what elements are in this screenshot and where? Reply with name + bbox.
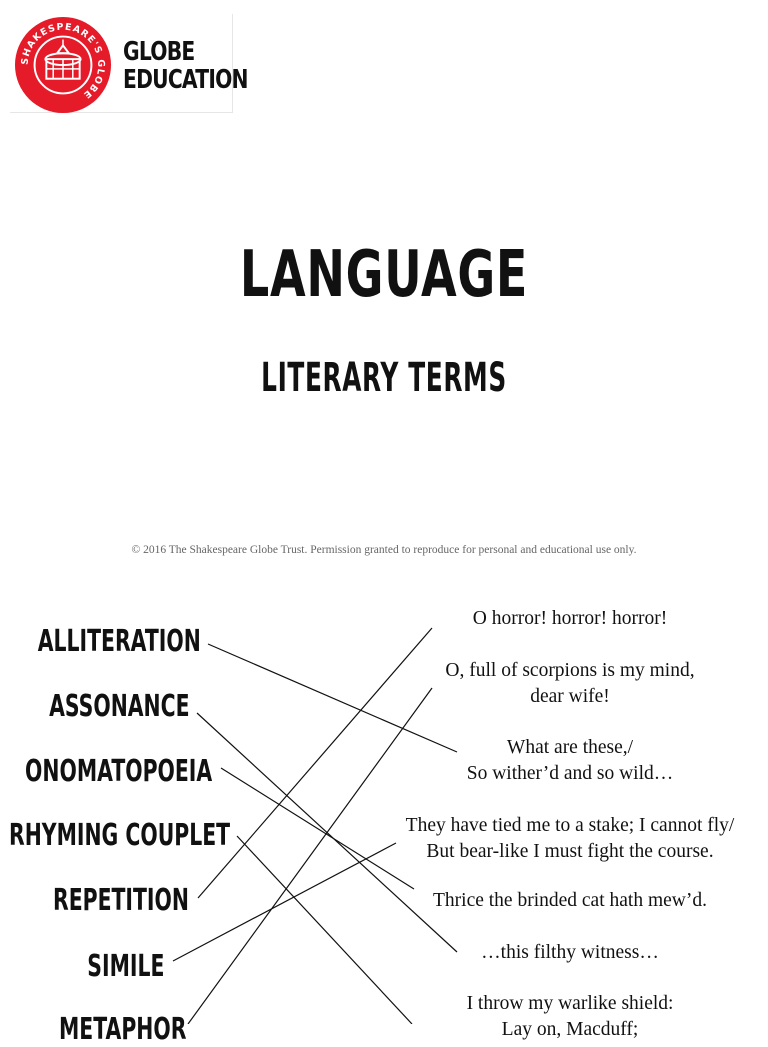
page-title: LANGUAGE xyxy=(239,238,529,312)
match-line xyxy=(208,644,457,752)
match-line xyxy=(237,836,412,1024)
term-metaphor: METAPHOR xyxy=(58,1012,186,1047)
quote-4 xyxy=(406,813,735,865)
quote-line: Lay on, Macduff; xyxy=(501,1019,639,1040)
quote-line: I throw my warlike shield: xyxy=(466,993,674,1014)
quote-line: They have tied me to a stake; I cannot fly/ xyxy=(405,815,735,836)
term-alliteration: ALLITERATION xyxy=(37,624,201,659)
quote-7 xyxy=(467,991,674,1043)
match-line xyxy=(198,628,432,898)
match-line xyxy=(221,768,414,889)
quote-line: O horror! horror! horror! xyxy=(472,608,668,629)
copyright-notice: © 2016 The Shakespeare Globe Trust. Permission granted to reproduce for personal and educational use only. xyxy=(131,544,637,556)
quote-3 xyxy=(467,735,674,787)
logo-line-2: EDUCATION xyxy=(123,65,248,95)
quote-line: What are these,/ xyxy=(506,737,634,758)
seal-ring-text: SHAKESPEARE'S GLOBE xyxy=(19,21,107,101)
quote-line: …this filthy witness… xyxy=(481,942,659,963)
logo-line-1: GLOBE xyxy=(123,37,195,67)
page-subtitle: LITERARY TERMS xyxy=(261,355,507,401)
quote-6 xyxy=(481,940,659,966)
quote-5 xyxy=(433,888,707,914)
quote-line: So wither’d and so wild… xyxy=(466,763,674,784)
term-onomatopoeia: ONOMATOPOEIA xyxy=(24,754,212,789)
quote-line: dear wife! xyxy=(530,686,610,707)
match-line xyxy=(173,843,396,961)
quote-1 xyxy=(473,606,667,632)
quote-line: But bear-like I must fight the course. xyxy=(426,841,714,862)
quote-line: Thrice the brinded cat hath mew’d. xyxy=(433,890,707,911)
term-simile: SIMILE xyxy=(86,949,164,984)
term-rhyming-couplet: RHYMING COUPLET xyxy=(8,818,230,853)
quote-line: O, full of scorpions is my mind, xyxy=(445,660,695,681)
term-repetition: REPETITION xyxy=(53,883,189,918)
term-assonance: ASSONANCE xyxy=(49,689,190,724)
quote-2 xyxy=(445,658,694,710)
